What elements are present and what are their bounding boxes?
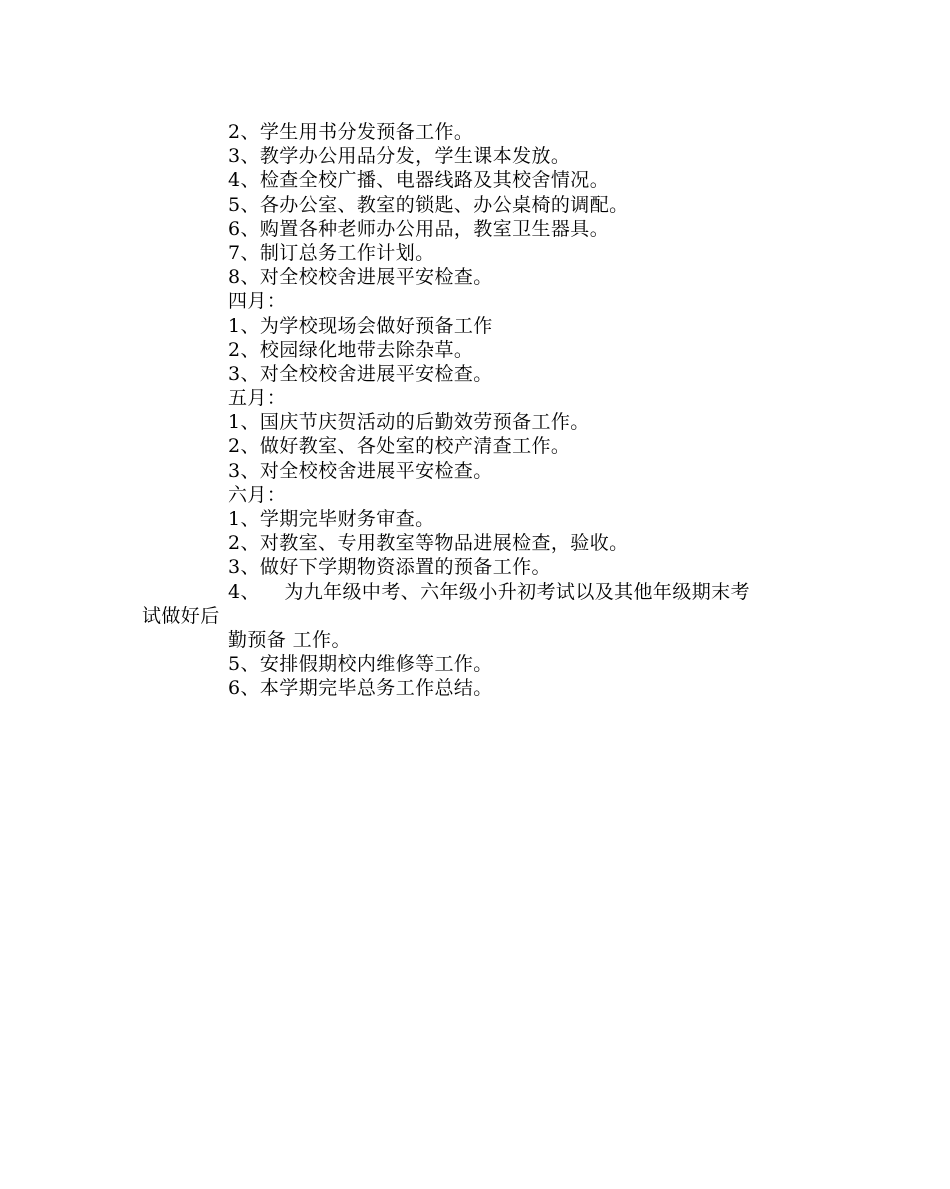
document-body — [142, 120, 822, 701]
list-item: 1、国庆节庆贺活动的后勤效劳预备工作。 — [228, 411, 590, 434]
list-item: 1、为学校现场会做好预备工作 — [228, 314, 493, 337]
list-item: 2、学生用书分发预备工作。 — [228, 121, 474, 143]
list-item: 4、 为九年级中考、六年级小升初考试以及其他年级期末考 — [228, 580, 750, 603]
list-item: 2、对教室、专用教室等物品进展检查，验收。 — [228, 532, 629, 555]
list-item: 3、教学办公用品分发，学生课本发放。 — [228, 145, 571, 168]
list-item: 3、对全校校舍进展平安检查。 — [228, 362, 493, 385]
list-item-continuation: 试做好后 — [142, 604, 220, 627]
list-item: 6、购置各种老师办公用品，教室卫生器具。 — [228, 217, 610, 240]
section-heading-april: 四月： — [228, 290, 287, 313]
list-item: 2、校园绿化地带去除杂草。 — [228, 338, 474, 361]
list-item: 2、做好教室、各处室的校产清查工作。 — [228, 435, 571, 458]
list-item: 8、对全校校舍进展平安检查。 — [228, 266, 493, 289]
list-item: 4、检查全校广播、电器线路及其校舍情况。 — [228, 169, 610, 192]
section-heading-june: 六月： — [228, 483, 287, 506]
list-item: 3、对全校校舍进展平安检查。 — [228, 459, 493, 482]
list-item: 5、安排假期校内维修等工作。 — [228, 653, 493, 676]
list-item: 7、制订总务工作计划。 — [228, 241, 435, 264]
section-heading-may: 五月： — [228, 387, 287, 410]
list-item-continuation: 勤预备 工作。 — [228, 628, 351, 651]
list-item: 1、学期完毕财务审查。 — [228, 508, 435, 530]
list-item: 5、各办公室、教室的锁匙、办公桌椅的调配。 — [228, 193, 629, 216]
list-item: 6、本学期完毕总务工作总结。 — [228, 677, 493, 700]
list-item: 3、做好下学期物资添置的预备工作。 — [228, 556, 551, 579]
